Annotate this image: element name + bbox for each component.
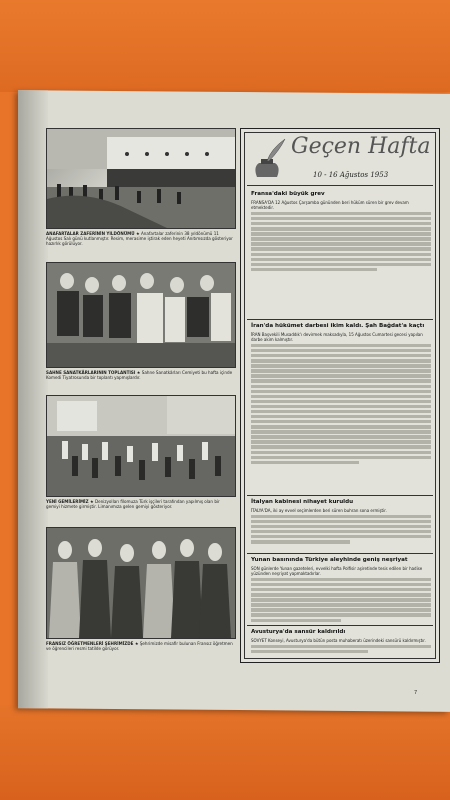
article-lead: FRANSA'DA 12 Ağustos Çarşamba gününden beri hüküm süren bir grev devam etmektedir. (251, 200, 409, 211)
caption-4-text: Şehrimizde misafir bulunan Fransız öğretmen ve öğrencileri resmi tatilde görüyor. (46, 641, 233, 652)
article-france-strike (251, 191, 431, 271)
photo-artists-meeting (46, 262, 236, 368)
article-greek-press (251, 557, 431, 622)
caption-4-title: FRANSIZ ÖĞRETMENLERİ ŞEHRİMİZDE ★ (46, 641, 139, 646)
caption-1-title: ANAFARTALAR ZAFERİNİN YILDÖNÜMÜ ★ (46, 231, 140, 236)
article-headline: Yunan basınında Türkiye aleyhinde geniş neşriyat (251, 557, 408, 563)
article-lead: İTALYA'DA, iki ay evvel seçimlerden beri süren buhran sona ermiştir. (251, 508, 387, 513)
caption-2 (46, 370, 234, 380)
caption-3-title: YENİ GEMİLERİMİZ ★ (46, 499, 94, 504)
caption-1 (46, 231, 234, 247)
article-iran-coup (251, 323, 431, 464)
photo-french-teachers (46, 527, 236, 639)
page-edge (18, 90, 48, 708)
caption-2-title: SAHNE SANATKÂRLARININ TOPLANTISI ★ (46, 370, 141, 375)
article-lead: SOVYET Konseyi, Avusturya'da bütün posta muhaberatı üzerindeki sansürü kaldırmıştır. (251, 638, 426, 643)
photo-new-ships (46, 395, 236, 497)
background-top (0, 0, 450, 92)
header-rule (247, 185, 433, 186)
article-austria-censorship (251, 629, 431, 653)
article-rule (247, 553, 433, 554)
article-rule (247, 319, 433, 320)
article-headline: İran'da hükümet darbesi ikim kaldı. Şah Bağdat'a kaçtı (251, 323, 425, 329)
caption-4 (46, 641, 234, 651)
news-title: Geçen Hafta (291, 134, 431, 159)
article-italy-cabinet (251, 499, 431, 544)
background-bottom (0, 705, 450, 800)
article-lead: SON günlerde Yunan gazeteleri, evvelki hafta Polfisir aşiretinde tesis edilen bir hadise yüzünden neşriyat yapmaktadırlar. (251, 566, 423, 577)
photo-harbor-ceremony (46, 128, 236, 229)
news-date: 10 - 16 Ağustos 1953 (313, 171, 389, 179)
article-lead: İRAN Başvekili Musaddık'ı devirmek maksadıyla, 15 Ağustos Cumartesi gecesi yapılan darbe akim kalmıştır. (251, 332, 423, 343)
inkpot-quill-icon (249, 137, 289, 181)
article-headline: İtalyan kabinesi nihayet kuruldu (251, 499, 354, 505)
page-number: 7 (414, 690, 418, 696)
caption-3-text: Denizyolları filomuza Türk işçileri tarafından yapılmış olan bir gemiyi hizmete girmiştir. Limanımıza gelen gemiyi gösteriyor. (46, 499, 220, 510)
article-rule (247, 495, 433, 496)
caption-1-text: Anafartalar zaferinin 38 yıldönümü 11 Ağustos Salı günü kutlanmıştır. Resim, merasime iştirak eden heyeti Anıtımsızda gösteriyor hazırlık görülüyor. (46, 231, 233, 247)
weekly-news-box (240, 128, 440, 663)
article-headline: Fransa'daki büyük grev (251, 191, 325, 197)
caption-3 (46, 499, 234, 509)
article-rule (247, 625, 433, 626)
article-headline: Avusturya'da sansür kaldırıldı (251, 629, 346, 635)
caption-2-text: Sahne Sanatkârları Cemiyeti bu hafta içinde Komedi Tiyatrosunda bir toplantı yapmışlardır. (46, 370, 233, 381)
